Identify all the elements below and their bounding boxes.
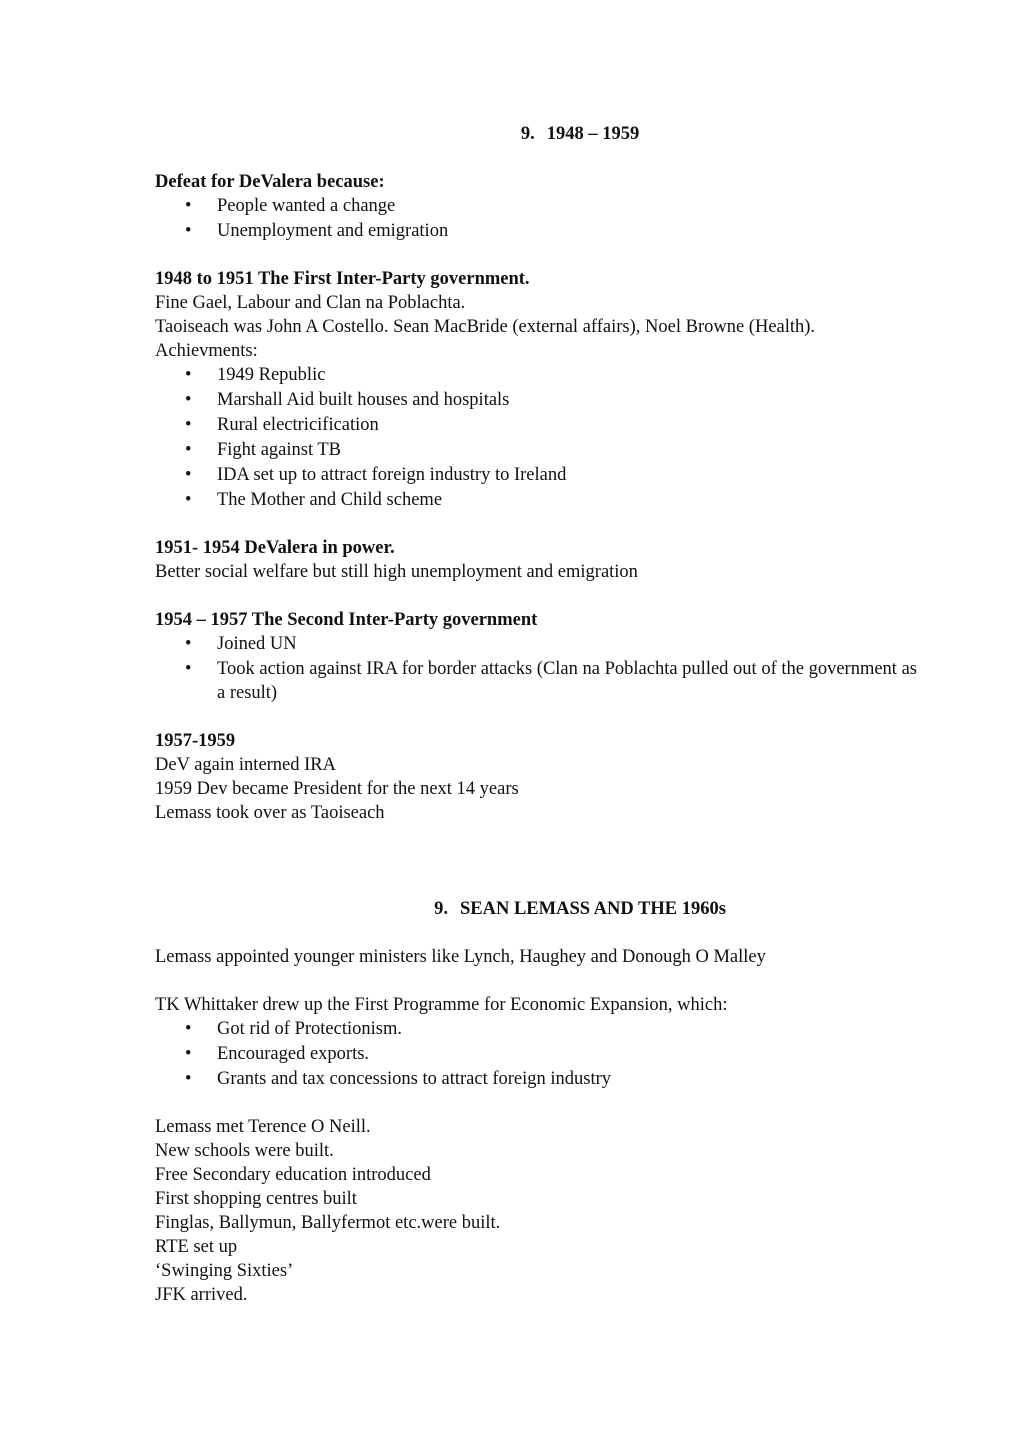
closing-line: JFK arrived. [155, 1285, 248, 1305]
list-item: • IDA set up to attract foreign industry to Ireland [217, 463, 925, 487]
closing-line: Free Secondary education introduced [155, 1165, 431, 1185]
dev-heading: 1951- 1954 DeValera in power. [155, 538, 395, 558]
ipg2-heading: 1954 – 1957 The Second Inter-Party government [155, 610, 538, 630]
list-item: • Marshall Aid built houses and hospitals [217, 388, 925, 412]
closing-line: ‘Swinging Sixties’ [155, 1261, 294, 1281]
section-1-title [155, 122, 925, 146]
achievements-list [155, 363, 925, 512]
closing-line: RTE set up [155, 1237, 238, 1257]
list-item: • 1949 Republic [217, 363, 925, 387]
ipg1-line: Fine Gael, Labour and Clan na Poblachta. [155, 293, 466, 313]
late-heading: 1957-1959 [155, 731, 236, 751]
defeat-reasons-list [155, 194, 925, 243]
document-page [155, 122, 925, 1307]
section-2-title [155, 897, 925, 921]
list-item: • Unemployment and emigration [217, 219, 925, 243]
dev-line: Better social welfare but still high unemployment and emigration [155, 562, 638, 582]
closing-line: Lemass met Terence O Neill. [155, 1117, 371, 1137]
list-item: • Grants and tax concessions to attract foreign industry [217, 1067, 925, 1091]
list-item: • Fight against TB [217, 438, 925, 462]
section-2-heading: SEAN LEMASS AND THE 1960s [459, 899, 726, 919]
late-line: DeV again interned IRA [155, 755, 337, 775]
defeat-heading: Defeat for DeValera because: [155, 172, 385, 192]
ipg2-list [155, 632, 925, 705]
list-item: • The Mother and Child scheme [217, 488, 925, 512]
closing-line: Finglas, Ballymun, Ballyfermot etc.were built. [155, 1213, 501, 1233]
list-item: • Joined UN [217, 632, 925, 656]
list-item: • Took action against IRA for border attacks (Clan na Poblachta pulled out of the government as a result) [217, 657, 925, 705]
whittaker-line: TK Whittaker drew up the First Programme for Economic Expansion, which: [155, 995, 728, 1015]
list-item: • Rural electricification [217, 413, 925, 437]
programme-list [155, 1017, 925, 1091]
section-1-heading: 1948 – 1959 [546, 124, 640, 144]
list-item: • Encouraged exports. [217, 1042, 925, 1066]
list-item: • People wanted a change [217, 194, 925, 218]
ipg1-line: Achievments: [155, 341, 258, 361]
closing-line: New schools were built. [155, 1141, 334, 1161]
ipg1-heading: 1948 to 1951 The First Inter-Party government. [155, 269, 530, 289]
intro-line: Lemass appointed younger ministers like Lynch, Haughey and Donough O Malley [155, 947, 766, 967]
ipg1-line: Taoiseach was John A Costello. Sean MacBride (external affairs), Noel Browne (Health). [155, 317, 816, 337]
late-line: 1959 Dev became President for the next 14 years [155, 779, 519, 799]
late-line: Lemass took over as Taoiseach [155, 803, 385, 823]
section-2-number: 9. [434, 899, 448, 919]
closing-line: First shopping centres built [155, 1189, 357, 1209]
section-1-number: 9. [520, 124, 535, 144]
list-item: • Got rid of Protectionism. [217, 1017, 925, 1041]
